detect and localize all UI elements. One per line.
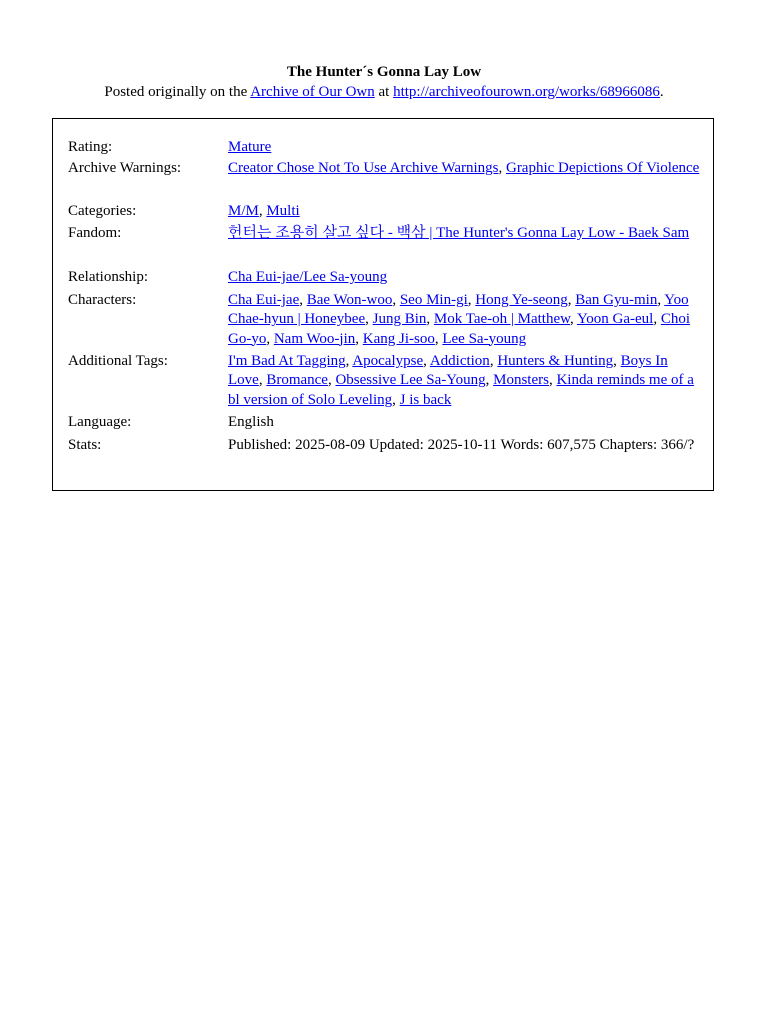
tag-link[interactable]: Yoon Ga-eul — [576, 311, 654, 328]
categories-label: Categories: — [68, 203, 137, 219]
tag-link[interactable]: Creator Chose Not To Use Archive Warnings — [228, 160, 499, 176]
fandom-value — [228, 224, 703, 243]
tag-link[interactable]: Kang Ji-soo — [362, 330, 435, 347]
tag-link[interactable]: J is back — [399, 391, 452, 408]
stats-label: Stats: — [68, 437, 102, 453]
tag-link[interactable]: Ban Gyu-min — [575, 292, 658, 308]
work-url-link[interactable]: http://archiveofourown.org/works/68966086 — [393, 84, 660, 100]
warnings-label: Archive Warnings: — [68, 160, 182, 176]
tag-link[interactable]: Graphic Depictions Of Violence — [505, 160, 700, 176]
tag-link[interactable]: Seo Min-gi — [399, 292, 468, 308]
tag-link[interactable]: Multi — [266, 203, 300, 219]
tag-link[interactable]: Lee Sa-young — [442, 330, 527, 347]
tag-link[interactable]: Mature — [228, 139, 272, 155]
tag-link[interactable]: Monsters — [493, 372, 549, 389]
tag-link[interactable]: Hunters & Hunting — [497, 353, 614, 369]
relationship-value — [228, 268, 703, 287]
tag-link[interactable]: Choi Go-yo — [228, 311, 691, 347]
fandom-label: Fandom: — [68, 225, 122, 241]
work-title: The Hunter´s Gonna Lay Low — [286, 64, 482, 80]
archive-link[interactable]: Archive of Our Own — [250, 84, 375, 100]
tag-link[interactable]: 헌터는 조용히 살고 싶다 - 백삼 | The Hunter's Gonna Lay Low - Baek Sam — [228, 225, 690, 241]
stats-value: Published: 2025-08-09 Updated: 2025-10-11 Words: 607,575 Chapters: 366/? — [228, 437, 695, 453]
language-value: English — [228, 414, 274, 430]
rating-value — [228, 138, 703, 157]
tag-link[interactable]: Obsessive Lee Sa-Young — [335, 372, 486, 389]
posted-prefix: Posted originally on the — [104, 84, 248, 100]
relationship-label: Relationship: — [68, 269, 148, 285]
warnings-value: Creator Chose Not To Use Archive Warnings, Graphic Depictions Of Violence — [228, 160, 700, 176]
tag-link[interactable]: Jung Bin — [372, 311, 427, 328]
tag-link[interactable]: Hong Ye-seong — [475, 292, 568, 308]
tag-link[interactable]: Boys In Love — [228, 353, 668, 389]
tags-label: Additional Tags: — [68, 353, 168, 369]
work-header — [0, 62, 768, 102]
tag-link[interactable]: Addiction — [429, 353, 490, 369]
tag-link[interactable]: Bae Won-woo — [306, 292, 393, 308]
characters-value: Cha Eui-jae, Bae Won-woo, Seo Min-gi, Hong Ye-seong, Ban Gyu-min, Yoo Chae-hyun | Honeybee, Jung Bin, Mok Tae-oh | Matthew, Yoon Ga-eul, Choi Go-yo, Nam Woo-jin, Kang Ji-soo, Lee Sa-young — [228, 292, 691, 347]
language-label: Language: — [68, 414, 132, 430]
tag-link[interactable]: Bromance — [266, 372, 328, 389]
at-word: at — [378, 84, 390, 100]
tag-link[interactable]: Kinda reminds me of a bl version of Solo Leveling — [228, 372, 694, 408]
tags-value: I'm Bad At Tagging, Apocalypse, Addiction, Hunters & Hunting, Boys In Love, Bromance, Obsessive Lee Sa-Young, Monsters, Kinda reminds me of a bl version of Solo Leveling, J is back — [228, 353, 694, 408]
tag-link[interactable]: Mok Tae-oh | Matthew — [433, 311, 570, 328]
categories-value: M/M, Multi — [228, 203, 300, 219]
tag-link[interactable]: Cha Eui-jae — [228, 292, 300, 308]
posted-line — [0, 82, 768, 102]
tag-link[interactable]: M/M — [228, 203, 259, 219]
work-metadata-box — [52, 118, 714, 491]
tag-link[interactable]: Cha Eui-jae/Lee Sa-young — [228, 269, 388, 285]
period: . — [659, 84, 664, 100]
tag-link[interactable]: Apocalypse — [352, 353, 424, 369]
rating-label: Rating: — [68, 139, 113, 155]
characters-label: Characters: — [68, 292, 137, 308]
tag-link[interactable]: Nam Woo-jin — [273, 330, 356, 347]
tag-link[interactable]: I'm Bad At Tagging — [228, 353, 346, 369]
tag-link[interactable]: Yoo Chae-hyun | Honeybee — [228, 292, 689, 328]
